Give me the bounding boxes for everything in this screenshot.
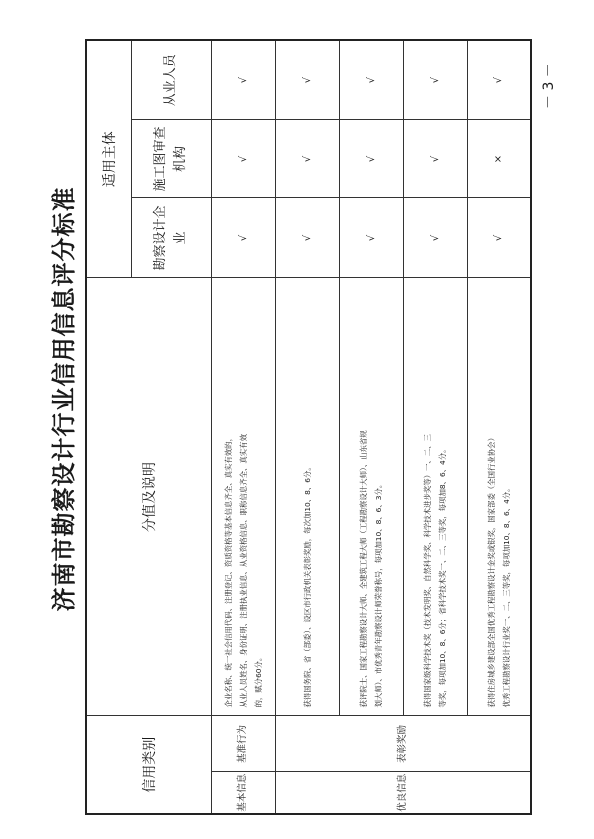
check-mark: √ (403, 198, 467, 278)
check-mark: √ (275, 198, 339, 278)
header-drawing-review-agency: 施工图审查机构 (131, 120, 211, 198)
page-number: － 3 － (541, 63, 557, 109)
header-applicable-subject: 适用主体 (86, 40, 131, 278)
check-mark: √ (403, 40, 467, 120)
document-title: 济南市勘察设计行业信用信息评分标准 (49, 186, 78, 612)
table-row (275, 40, 339, 814)
check-mark: √ (403, 120, 467, 198)
header-score-description: 分值及说明 (86, 278, 211, 716)
row-description: 获得国家级科学技术奖（技术发明奖、自然科学奖、科学技术进步奖等）一、二、三 等奖，每项加10、8、6分；省科学技术奖一、二、三等奖，每项加8、6、4分。 (403, 278, 467, 716)
table-row (403, 40, 467, 814)
table-row (339, 40, 403, 814)
row-description: 企业名称、统一社会信用代码、注册登记、资质资格等基本信息齐全、真实有效的， 从业人员姓名、身份证明、注册执业信息、从业资格信息、职称信息齐全、真实有效 的，赋分60分。 (211, 278, 275, 716)
scoring-table (85, 39, 532, 815)
check-mark: √ (275, 40, 339, 120)
header-credit-category: 信用类别 (86, 716, 211, 814)
header-practitioners: 从业人员 (131, 40, 211, 120)
table-row (211, 40, 275, 814)
check-mark: √ (211, 120, 275, 198)
check-mark: √ (211, 40, 275, 120)
table-row (467, 40, 531, 814)
row-sub-category: 表彰奖励 (275, 716, 531, 772)
row-description: 获得国务院、省（部委）、设区市行政机关表彰奖励，每次加10、8、6分。 (275, 278, 339, 716)
header-survey-design-company: 勘察设计企业 (131, 198, 211, 278)
group-excellent-info: 优良信息 (275, 772, 531, 814)
row-sub-category: 基准行为 (211, 716, 275, 772)
group-basic-info: 基本信息 (211, 772, 275, 814)
row-description: 获得住房城乡建设部全国优秀工程勘察设计金奖或银奖，国家部委（全国行业协会） 优秀工程勘察设计行业奖一、二、三等奖，每项加10、8、6、4分。 (467, 278, 531, 716)
check-mark: √ (467, 198, 531, 278)
check-mark: √ (339, 40, 403, 120)
check-mark: √ (275, 120, 339, 198)
row-description: 获评院士、国家工程勘察设计大师、全建筑工程大师（工程勘察设计大师）、山东省规 划大师）、市优秀青年勘察设计师荣誉称号，每项加10、8、6、3分。 (339, 278, 403, 716)
check-mark: √ (211, 198, 275, 278)
check-mark: √ (339, 120, 403, 198)
header-row (86, 40, 131, 814)
cross-mark: × (467, 120, 531, 198)
check-mark: √ (339, 198, 403, 278)
check-mark: √ (467, 40, 531, 120)
